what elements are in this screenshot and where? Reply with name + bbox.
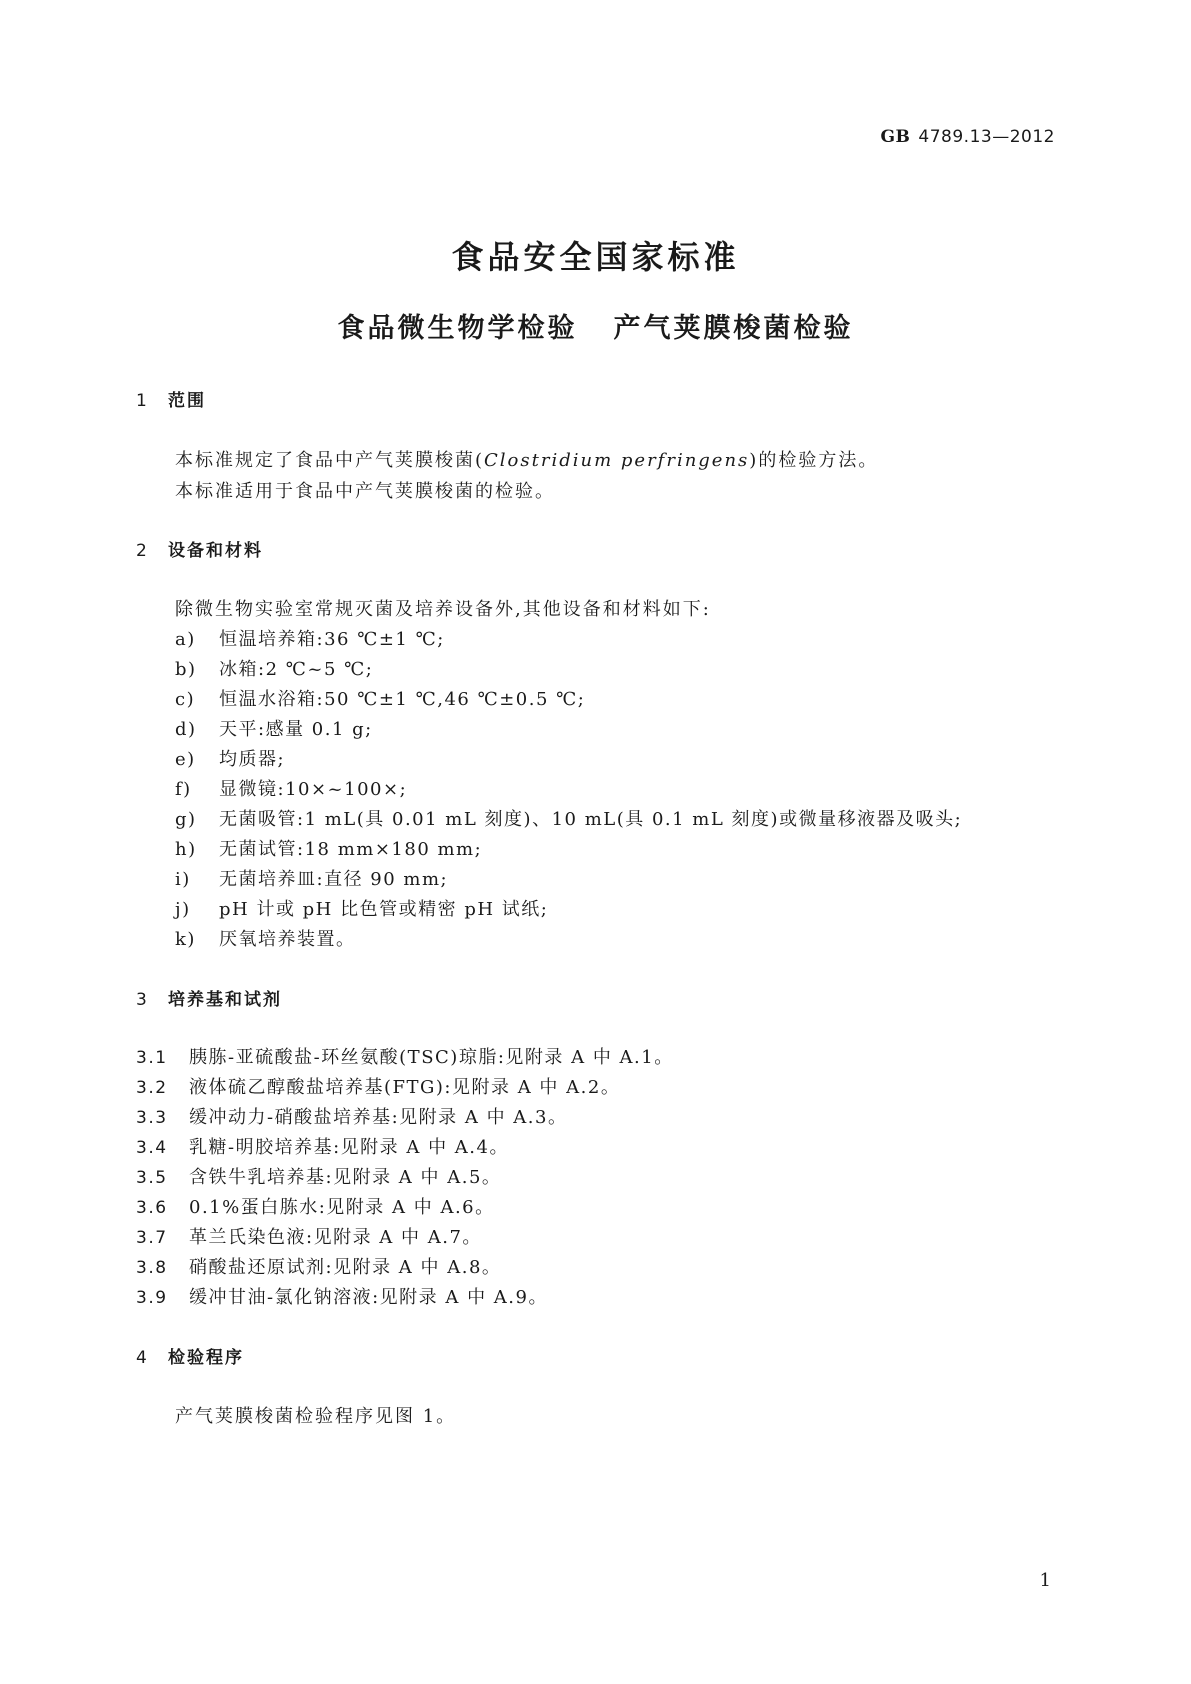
subtitle-part1: 食品微生物学检验	[337, 313, 578, 344]
text-run: 本标准规定了食品中产气荚膜梭菌(	[175, 450, 485, 471]
section-title: 检验程序	[168, 1348, 244, 1368]
subsection-number: 3.1	[136, 1048, 168, 1068]
subsection-text: 0.1%蛋白胨水:见附录 A 中 A.6。	[189, 1197, 495, 1218]
document-subtitle	[0, 306, 1191, 345]
subsection-item	[136, 1073, 620, 1099]
section-title: 培养基和试剂	[168, 990, 282, 1010]
list-item	[175, 835, 482, 861]
section-1-paragraph-2: 本标准适用于食品中产气荚膜梭菌的检验。	[175, 481, 555, 502]
subsection-number: 3.6	[136, 1198, 168, 1218]
subsection-text: 革兰氏染色液:见附录 A 中 A.7。	[189, 1227, 482, 1248]
subsection-number: 3.7	[136, 1228, 168, 1248]
list-text: 厌氧培养装置。	[219, 929, 356, 950]
subsection-item	[136, 1283, 548, 1309]
list-text: 显微镜:10×~100×;	[219, 779, 408, 800]
section-1-paragraph-1	[175, 446, 878, 472]
subsection-number: 3.2	[136, 1078, 168, 1098]
list-text: 无菌吸管:1 mL(具 0.01 mL 刻度)、10 mL(具 0.1 mL 刻度)或微量移液器及吸头;	[219, 809, 963, 830]
subsection-item	[136, 1223, 482, 1249]
section-number: 3	[136, 990, 149, 1010]
subsection-item	[136, 1193, 495, 1219]
section-title: 范围	[168, 391, 206, 411]
subsection-number: 3.9	[136, 1288, 168, 1308]
list-marker: h)	[175, 839, 197, 860]
subsection-item	[136, 1103, 567, 1129]
subsection-item	[136, 1163, 501, 1189]
species-name: Clostridium perfringens	[484, 450, 750, 471]
list-text: 无菌试管:18 mm×180 mm;	[219, 839, 483, 860]
list-item	[175, 685, 585, 711]
subsection-text: 液体硫乙醇酸盐培养基(FTG):见附录 A 中 A.2。	[189, 1077, 621, 1098]
list-text: 均质器;	[219, 749, 286, 770]
list-item	[175, 715, 373, 741]
section-1-heading	[136, 386, 206, 411]
list-marker: c)	[175, 689, 196, 710]
list-marker: f)	[175, 779, 192, 800]
subtitle-part2: 产气荚膜梭菌检验	[613, 313, 854, 344]
list-text: 无菌培养皿:直径 90 mm;	[219, 869, 449, 890]
list-marker: d)	[175, 719, 197, 740]
subsection-number: 3.5	[136, 1168, 168, 1188]
subsection-number: 3.8	[136, 1258, 168, 1278]
subsection-item	[136, 1043, 674, 1069]
list-item	[175, 625, 445, 651]
list-text: 天平:感量 0.1 g;	[219, 719, 373, 740]
list-marker: b)	[175, 659, 197, 680]
section-number: 4	[136, 1348, 149, 1368]
subsection-item	[136, 1133, 509, 1159]
list-text: 恒温培养箱:36 ℃±1 ℃;	[219, 629, 445, 650]
section-4-heading	[136, 1343, 244, 1368]
list-text: 冰箱:2 ℃~5 ℃;	[219, 659, 374, 680]
subsection-text: 含铁牛乳培养基:见附录 A 中 A.5。	[189, 1167, 502, 1188]
list-marker: i)	[175, 869, 191, 890]
standard-prefix: GB	[880, 127, 911, 147]
list-item	[175, 895, 548, 921]
subsection-text: 缓冲动力-硝酸盐培养基:见附录 A 中 A.3。	[189, 1107, 568, 1128]
list-marker: e)	[175, 749, 196, 770]
subsection-number: 3.4	[136, 1138, 168, 1158]
standard-code	[881, 127, 1055, 147]
standard-number: 4789.13—2012	[918, 127, 1055, 147]
list-marker: j)	[175, 899, 191, 920]
list-marker: g)	[175, 809, 197, 830]
text-run: )的检验方法。	[749, 450, 879, 471]
subsection-text: 乳糖-明胶培养基:见附录 A 中 A.4。	[189, 1137, 509, 1158]
subsection-text: 缓冲甘油-氯化钠溶液:见附录 A 中 A.9。	[189, 1287, 548, 1308]
subsection-text: 硝酸盐还原试剂:见附录 A 中 A.8。	[189, 1257, 502, 1278]
section-number: 1	[136, 391, 149, 411]
section-3-heading	[136, 985, 282, 1010]
list-text: 恒温水浴箱:50 ℃±1 ℃,46 ℃±0.5 ℃;	[219, 689, 586, 710]
document-title: 食品安全国家标准	[451, 238, 740, 276]
page-number: 1	[1039, 1570, 1051, 1591]
list-marker: a)	[175, 629, 196, 650]
list-item	[175, 745, 285, 771]
list-item	[175, 805, 962, 831]
list-item	[175, 775, 407, 801]
section-4-paragraph: 产气荚膜梭菌检验程序见图 1。	[175, 1406, 457, 1427]
list-marker: k)	[175, 929, 196, 950]
list-text: pH 计或 pH 比色管或精密 pH 试纸;	[219, 899, 549, 920]
section-number: 2	[136, 541, 149, 561]
list-item	[175, 925, 356, 951]
subsection-item	[136, 1253, 501, 1279]
list-item	[175, 865, 448, 891]
list-item	[175, 655, 373, 681]
section-title: 设备和材料	[168, 541, 263, 561]
subsection-number: 3.3	[136, 1108, 168, 1128]
section-2-heading	[136, 536, 263, 561]
section-2-intro: 除微生物实验室常规灭菌及培养设备外,其他设备和材料如下:	[175, 599, 711, 620]
subsection-text: 胰胨-亚硫酸盐-环丝氨酸(TSC)琼脂:见附录 A 中 A.1。	[189, 1047, 674, 1068]
